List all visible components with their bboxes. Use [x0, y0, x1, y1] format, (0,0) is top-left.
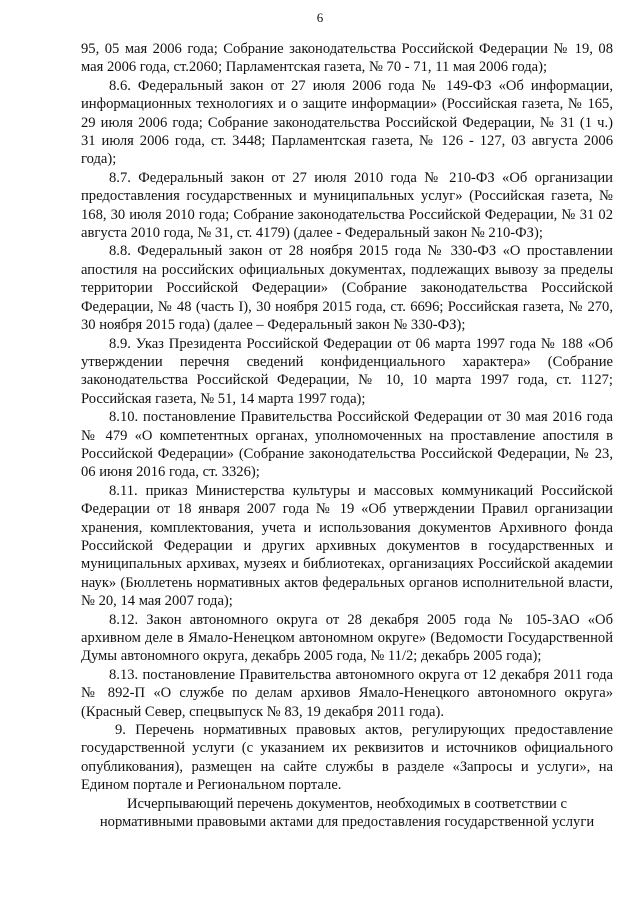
paragraph-8-7: 8.7. Федеральный закон от 27 июля 2010 года № 210-ФЗ «Об организации предоставления государственных и муниципальных услуг» (Российская газета, № 168, 30 июля 2010 года; Собрание законодательства Российской Федерации, № 31 02 августа 2010 года, № 31, ст. 4179) (далее - Федеральный закон № 210-ФЗ); — [81, 169, 613, 242]
paragraph-8-11: 8.11. приказ Министерства культуры и массовых коммуникаций Российской Федерации от 18 января 2007 года № 19 «Об утверждении Правил организации хранения, комплектования, учета и использования документов Архивного фонда Российской Федерации и других архивных документов в государственных и муниципальных архивах, музеях и библиотеках, организациях Российской академии наук» (Бюллетень нормативных актов федеральных органов исполнительной власти, № 20, 14 мая 2007 года); — [81, 482, 613, 610]
paragraph-continuation: 95, 05 мая 2006 года; Собрание законодательства Российской Федерации № 19, 08 мая 2006 года, ст.2060; Парламентская газета, № 70 - 71, 11 мая 2006 года); — [81, 41, 613, 76]
paragraph-8-13: 8.13. постановление Правительства автономного округа от 12 декабря 2011 года № 892-П «О службе по делам архивов Ямало-Ненецкого автономного округа» (Красный Север, спецвыпуск № 83, 19 декабря 2011 года). — [81, 666, 613, 720]
paragraph-9: 9. Перечень нормативных правовых актов, регулирующих предоставление государственной услуги (с указанием их реквизитов и источников официального опубликования), размещен на сайте службы в разделе «Запросы и услуги», на Едином портале и Региональном портале. — [81, 722, 613, 794]
paragraph-8-8: 8.8. Федеральный закон от 28 ноября 2015 года № 330-ФЗ «О проставлении апостиля на российских официальных документах, подлежащих вывозу за пределы территории Российской Федерации» (Собрание законодательства Российской Федерации, № 48 (часть I), 30 ноября 2015 года, ст. 6696; Российская газета, № 270, 30 ноября 2015 года) (далее – Федеральный закон № 330-ФЗ); — [81, 243, 613, 334]
paragraph-8-12: 8.12. Закон автономного округа от 28 декабря 2005 года № 105-ЗАО «Об архивном деле в Ямало-Ненецком автономном округе» (Ведомости Государственной Думы автономного округа, декабрь 2005 года, № 11/2; декабрь 2005 года); — [81, 611, 613, 665]
paragraph-8-10: 8.10. постановление Правительства Российской Федерации от 30 мая 2016 года № 479 «О компетентных органах, уполномоченных на проставление апостиля в Российской Федерации» (Собрание законодательства Российской Федерации, № 23, 06 июня 2016 года, ст. 3326); — [81, 409, 613, 481]
section-heading: Исчерпывающий перечень документов, необходимых в соответствии с нормативными правовыми актами для предоставления государственной услуги — [99, 796, 595, 831]
paragraph-8-6: 8.6. Федеральный закон от 27 июля 2006 года № 149-ФЗ «Об информации, информационных технологиях и о защите информации» (Российская газета, № 165, 29 июля 2006 года; Собрание законодательства Российской Федерации, № 31 (1 ч.) 31 июля 2006 года, ст. 3448; Парламентская газета, № 126 - 127, 03 августа 2006 года); — [81, 77, 613, 168]
paragraph-8-9: 8.9. Указ Президента Российской Федерации от 06 марта 1997 года № 188 «Об утверждении перечня сведений конфиденциального характера» (Собрание законодательства Российской Федерации, № 10, 10 марта 1997 года, ст. 1127; Российская газета, № 51, 14 марта 1997 года); — [81, 335, 613, 407]
document-body — [81, 40, 613, 795]
page-number: 6 — [316, 10, 324, 25]
